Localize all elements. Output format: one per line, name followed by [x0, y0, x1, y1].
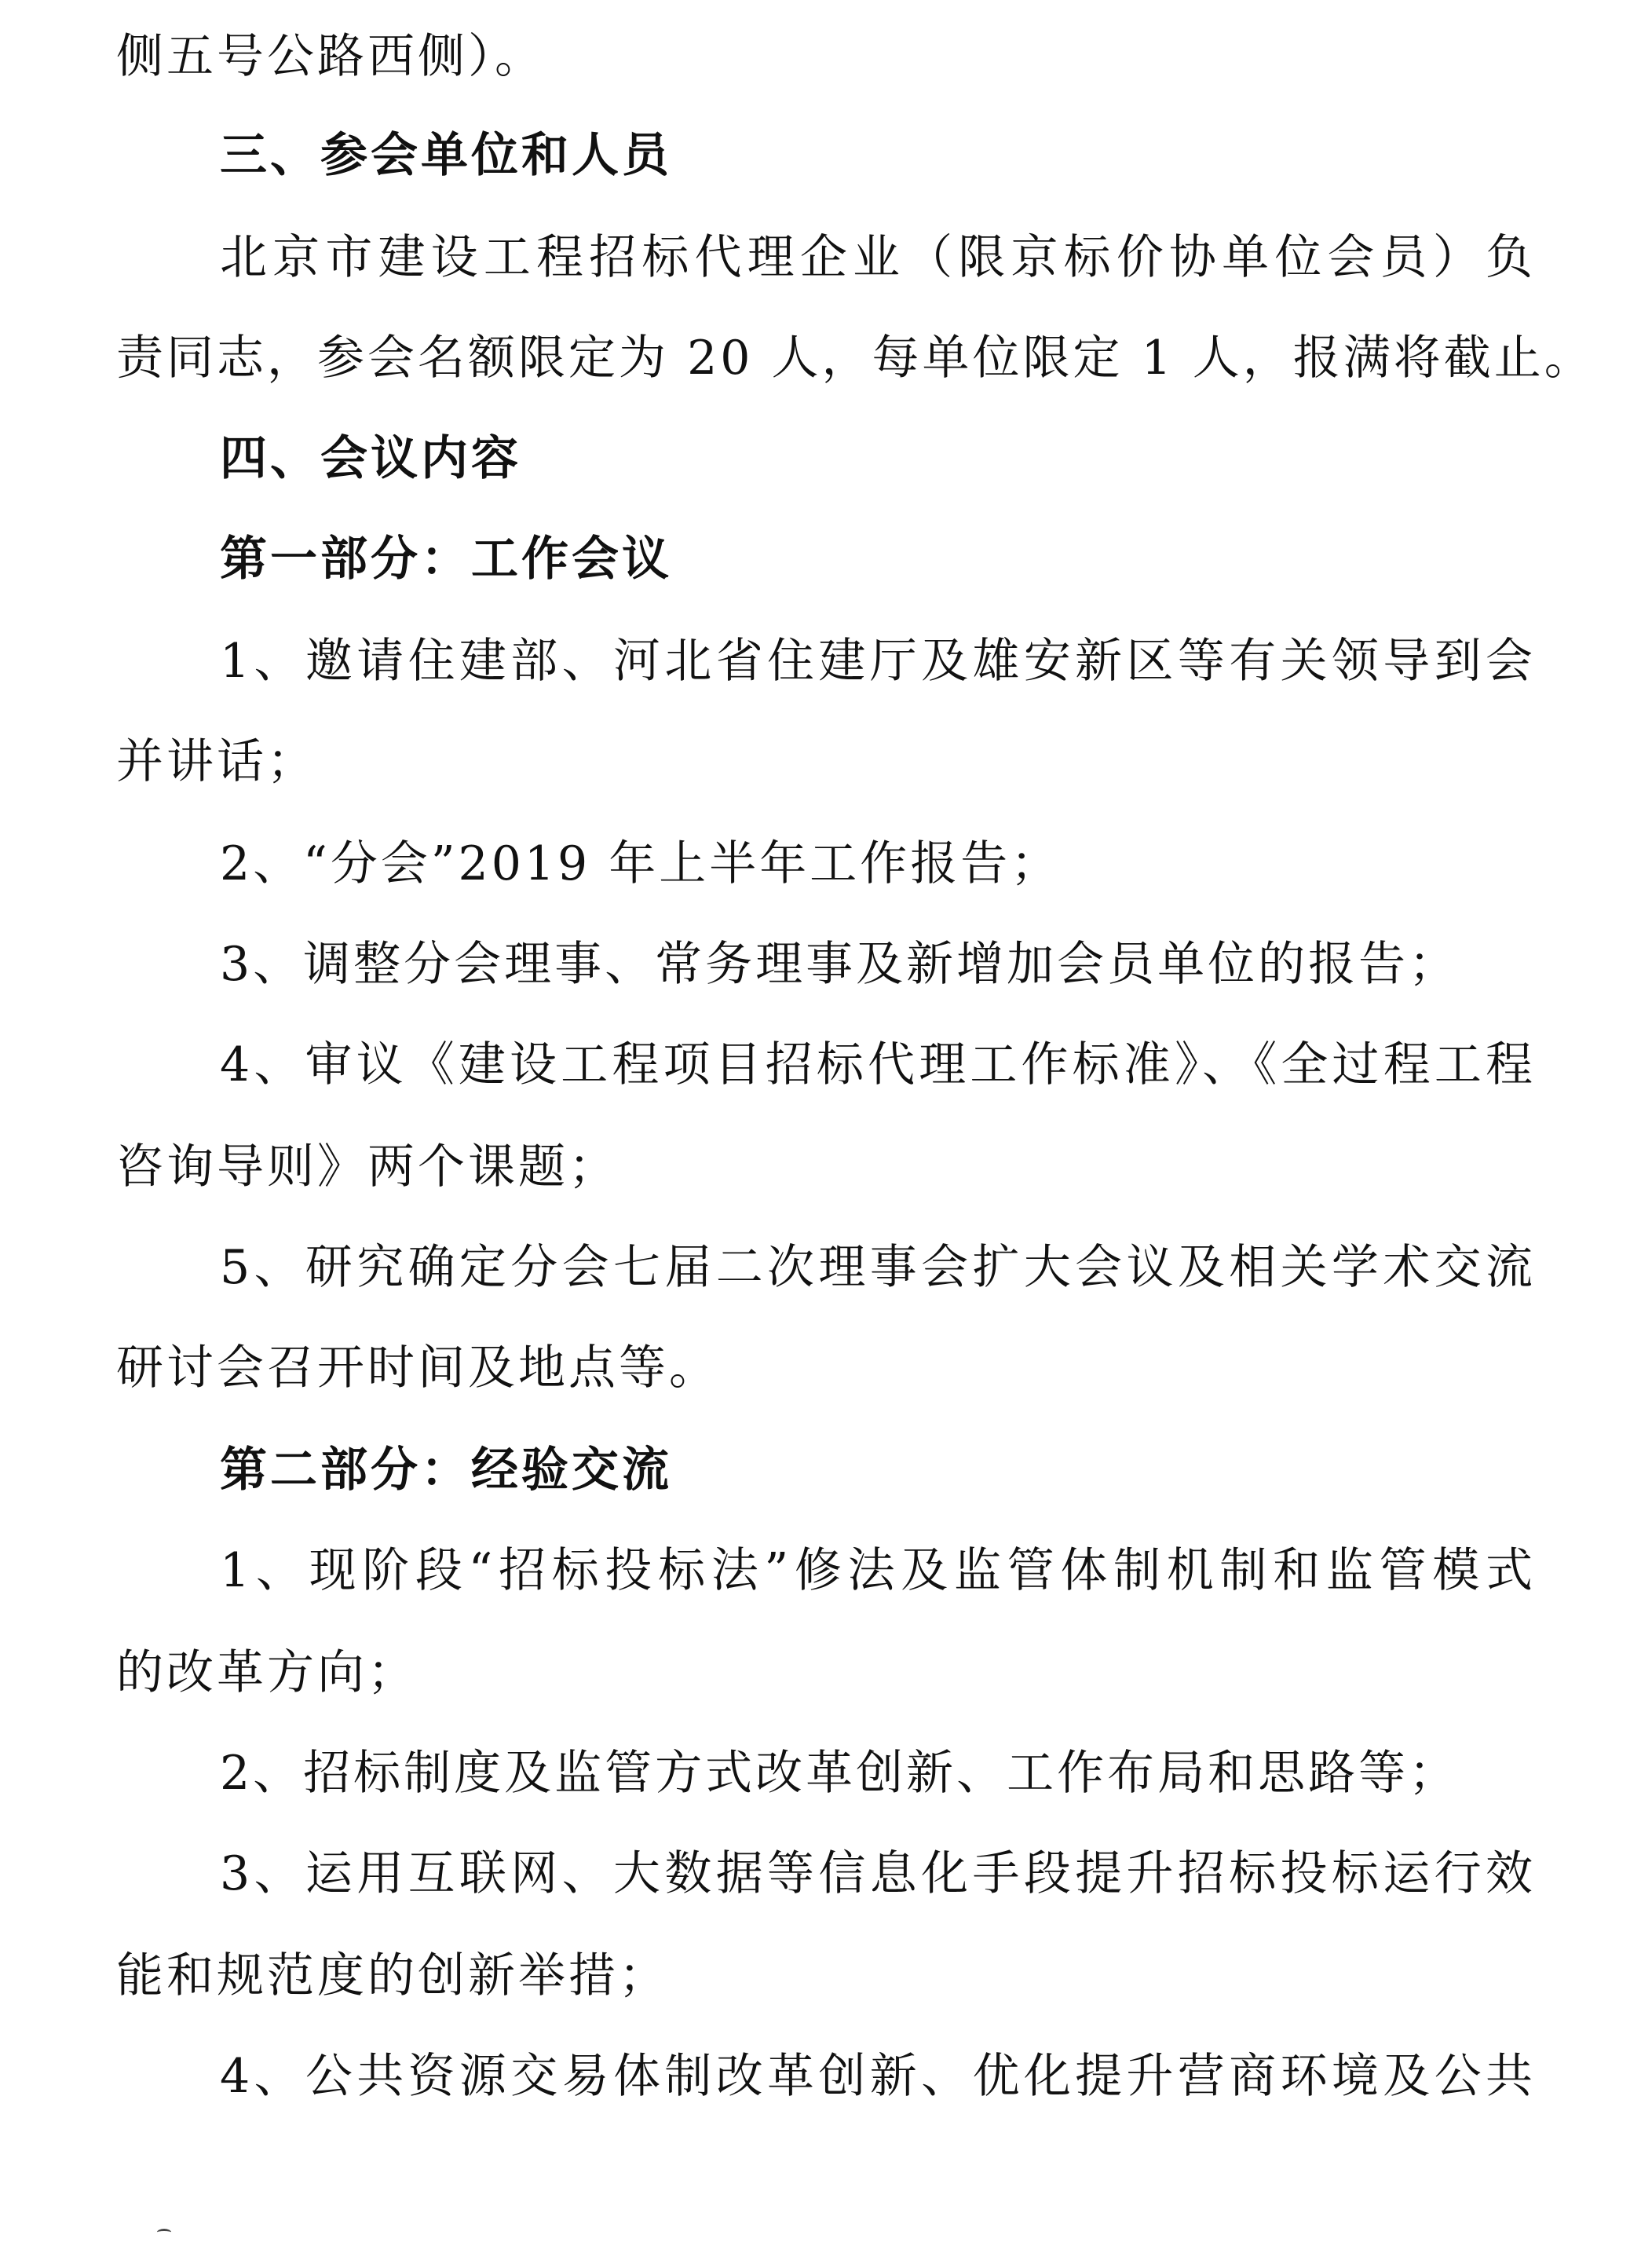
part-heading-1: 第一部分：工作会议: [220, 532, 672, 587]
list-item-line: 5、研究确定分会七届二次理事会扩大会议及相关学术交流: [220, 1240, 1536, 1295]
section-heading-3: 三、参会单位和人员: [220, 128, 672, 183]
list-item-line: 3、运用互联网、大数据等信息化手段提升招标投标运行效: [220, 1846, 1536, 1901]
list-item-line: 2、招标制度及监管方式改革创新、工作布局和思路等；: [220, 1746, 1460, 1801]
list-item-line: 1、邀请住建部、河北省住建厅及雄安新区等有关领导到会: [220, 634, 1536, 689]
text-line: 责同志，参会名额限定为 20 人，每单位限定 1 人，报满将截止。: [116, 331, 1595, 386]
list-item-line: 2、“分会”2019 年上半年工作报告；: [220, 836, 1062, 891]
list-item-line: 3、调整分会理事、常务理事及新增加会员单位的报告；: [220, 937, 1460, 992]
text-line: 北京市建设工程招标代理企业（限京标价协单位会员）负: [220, 230, 1536, 285]
list-item-line: 咨询导则》两个课题；: [116, 1139, 619, 1194]
part-heading-2: 第二部分：经验交流: [220, 1443, 672, 1498]
page-footer-mark: [157, 2229, 171, 2236]
list-item-line: 研讨会召开时间及地点等。: [116, 1341, 719, 1396]
list-item-line: 1、现阶段“招标投标法”修法及监管体制机制和监管模式: [220, 1543, 1536, 1598]
list-item-line: 并讲话；: [116, 734, 317, 789]
list-item-line: 4、审议《建设工程项目招标代理工作标准》、《全过程工程: [220, 1037, 1536, 1092]
list-item-line: 的改革方向；: [116, 1645, 418, 1700]
text-line-continuation: 侧五号公路西侧）。: [116, 29, 545, 84]
list-item-line: 4、公共资源交易体制改革创新、优化提升营商环境及公共: [220, 2049, 1536, 2104]
list-item-line: 能和规范度的创新举措；: [116, 1948, 669, 2003]
section-heading-4: 四、会议内容: [220, 431, 521, 486]
